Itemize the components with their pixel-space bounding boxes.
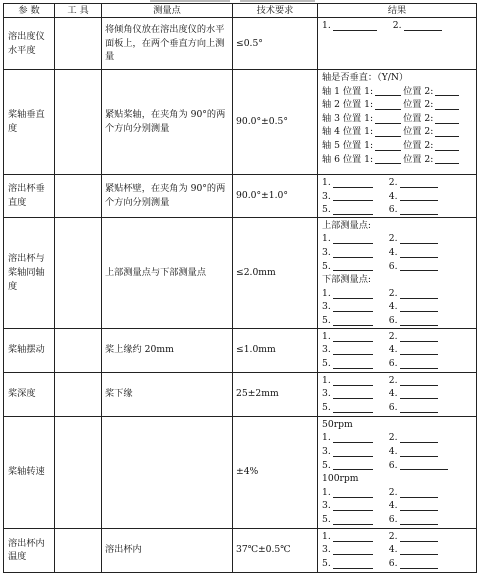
result-cell: 1. 2. 3. 4. 5. 6. (318, 528, 477, 572)
requirement-cell: 90.0°±1.0° (233, 175, 318, 218)
header-tool: 工 具 (55, 4, 102, 18)
requirement-cell: ±4% (233, 416, 318, 528)
requirement-cell: 90.0°±0.5° (233, 70, 318, 175)
tool-cell (55, 528, 102, 572)
result-cell: 1. 2. 3. 4. 5. 6. (318, 372, 477, 416)
header-requirement: 技术要求 (233, 4, 318, 18)
param-cell: 桨深度 (4, 372, 55, 416)
tool-cell (55, 18, 102, 70)
table-row (4, 175, 477, 218)
result-cell: 1. 2. 3. 4. 5. 6. (318, 328, 477, 372)
point-cell: 桨上缘约 20mm (102, 328, 233, 372)
tool-cell (55, 328, 102, 372)
lower-label: 下部测量点: (322, 274, 372, 286)
result-cell: 50rpm 1. 2. 3. 4. 5. 6. 100rpm 1. 2. 3. 4. 5. 6. (318, 416, 477, 528)
table-row (4, 217, 477, 328)
result-line: 1. 2. (322, 19, 473, 33)
result-title: 轴是否垂直：（Y/N） (322, 72, 409, 83)
tool-cell (55, 70, 102, 175)
param-cell: 溶出杯内温度 (4, 528, 55, 572)
table-row (4, 372, 477, 416)
rpm-100-label: 100rpm (322, 473, 359, 485)
point-cell: 溶出杯内 (102, 528, 233, 572)
requirement-cell: 25±2mm (233, 372, 318, 416)
point-cell: 桨下缘 (102, 372, 233, 416)
upper-label: 上部测量点: (322, 219, 372, 231)
result-cell: 轴是否垂直：（Y/N） 轴 1 位置 1: 位置 2: 轴 2 位置 1: 位置 2: 轴 3 位置 1: 位置 2: 轴 4 位置 1: 位置 2: 轴 5 位置 1: 位置 2: 轴 6 位置 1: 位置 2: (318, 70, 477, 175)
tool-cell (55, 175, 102, 218)
param-cell: 溶出杯与桨轴同轴度 (4, 217, 55, 328)
table-row (4, 416, 477, 528)
table-row (4, 328, 477, 372)
point-cell: 紧贴杯壁，在夹角为 90°的两个方向分别测量 (102, 175, 233, 218)
header-point: 测量点 (102, 4, 233, 18)
header-param: 参 数 (4, 4, 55, 18)
result-cell: 1. 2. 3. 4. 5. 6. (318, 175, 477, 218)
requirement-cell: ≤2.0mm (233, 217, 318, 328)
point-cell (102, 416, 233, 528)
rpm-50-label: 50rpm (322, 418, 353, 430)
header-result: 结果 (318, 4, 477, 18)
param-cell: 桨轴摆动 (4, 328, 55, 372)
point-cell: 紧贴桨轴，在夹角为 90°的两个方向分别测量 (102, 70, 233, 175)
table-header-row (4, 4, 477, 18)
point-cell: 将倾角仪放在溶出度仪的水平面板上，在两个垂直方向上测量 (102, 18, 233, 70)
table-row (4, 18, 477, 70)
param-cell: 溶出度仪水平度 (4, 18, 55, 70)
requirement-cell: ≤0.5° (233, 18, 318, 70)
requirement-cell: 37℃±0.5℃ (233, 528, 318, 572)
param-cell: 溶出杯垂直度 (4, 175, 55, 218)
table-row (4, 528, 477, 572)
tool-cell (55, 217, 102, 328)
param-cell: 桨轴转速 (4, 416, 55, 528)
result-cell (318, 18, 477, 70)
requirement-cell: ≤1.0mm (233, 328, 318, 372)
point-cell: 上部测量点与下部测量点 (102, 217, 233, 328)
result-cell: 上部测量点: 1. 2. 3. 4. 5. 6. 下部测量点: 1. 2. 3. 4. 5. 6. (318, 217, 477, 328)
table-row (4, 70, 477, 175)
tool-cell (55, 416, 102, 528)
param-cell: 桨轴垂直度 (4, 70, 55, 175)
tool-cell (55, 372, 102, 416)
calibration-table (3, 3, 477, 573)
